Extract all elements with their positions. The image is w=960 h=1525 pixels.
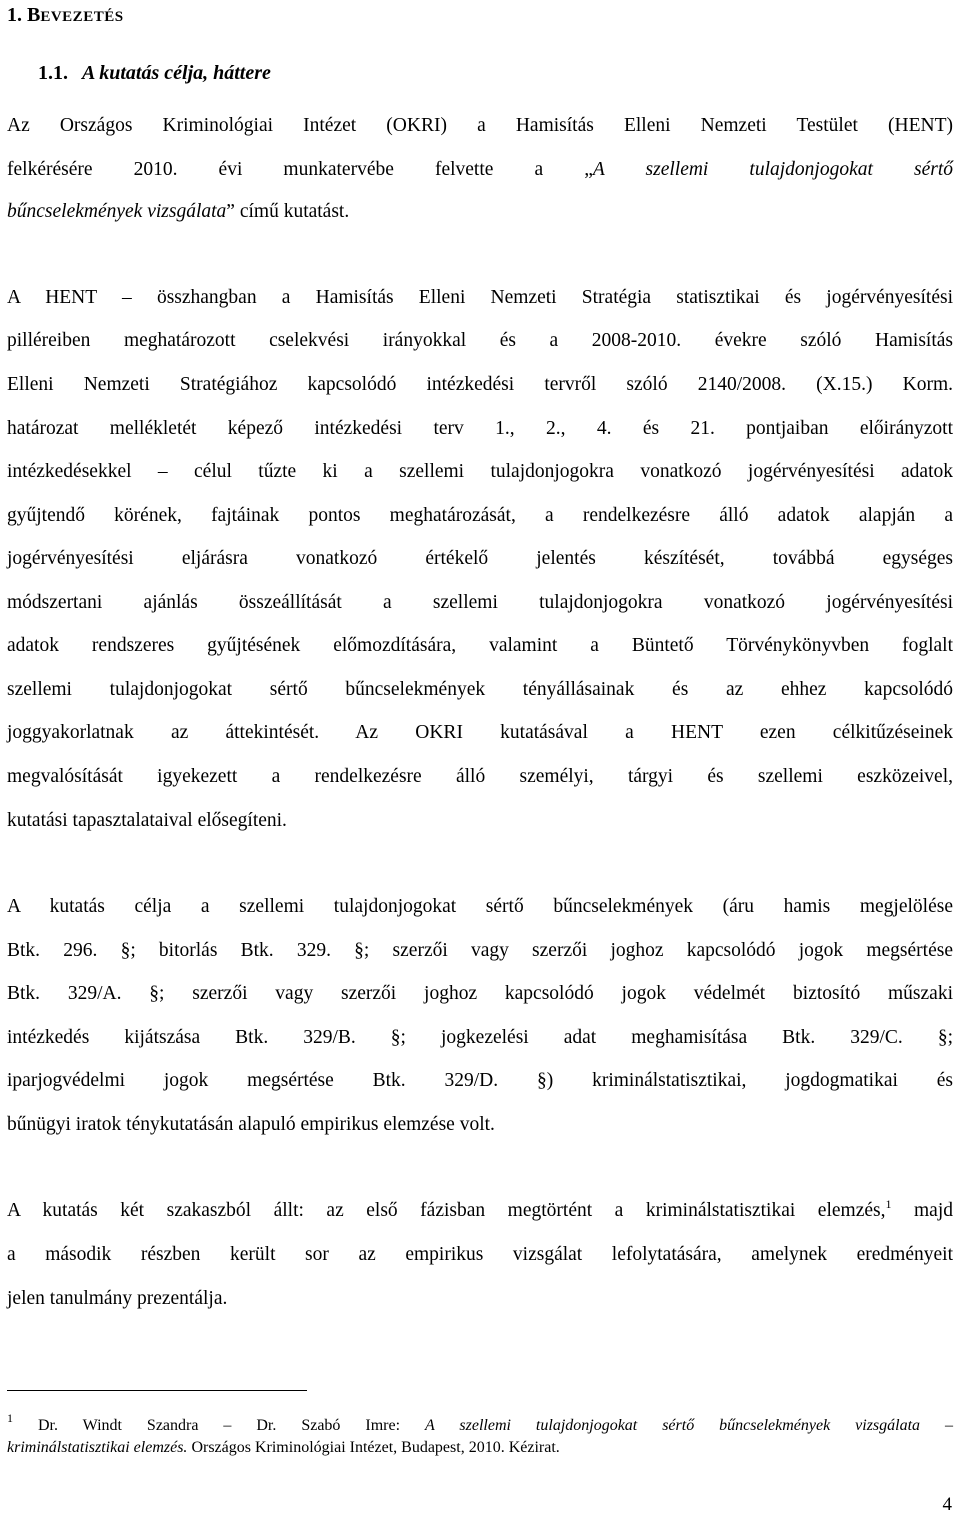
- paragraph-3-line-2: Btk. 296. §; bitorlás Btk. 329. §; szerzői vagy szerzői joghoz kapcsolódó jogok megsértése: [7, 940, 953, 961]
- footnote-title-italic-cont: kriminálstatisztikai elemzés.: [7, 1439, 188, 1456]
- section-number: 1.1.: [38, 62, 68, 84]
- paragraph-1-line-2: [7, 159, 953, 181]
- paragraph-2-line-13: kutatási tapasztalataival elősegíteni.: [7, 810, 287, 831]
- footnote-authors: Dr. Windt Szandra – Dr. Szabó Imre:: [13, 1417, 425, 1434]
- paragraph-2-line-1: A HENT – összhangban a Hamisítás Elleni Nemzeti Stratégia statisztikai és jogérvényesítési: [7, 287, 953, 308]
- paragraph-2-line-12: megvalósítását igyekezett a rendelkezésre álló személyi, tárgyi és szellemi eszközeivel,: [7, 766, 953, 787]
- paragraph-1-text-end: ” című kutatást.: [226, 201, 350, 222]
- chapter-title-rest: EVEZETÉS: [40, 9, 124, 25]
- paragraph-4-text: A kutatás két szakaszból állt: az első fázisban megtörtént a kriminálstatisztikai elemzés,: [7, 1200, 886, 1221]
- footnote-publisher: Országos Kriminológiai Intézet, Budapest, 2010. Kézirat.: [187, 1439, 560, 1456]
- chapter-title-initial: B: [27, 4, 41, 26]
- paragraph-1-text: felkérésére 2010. évi munkatervébe felvette a „: [7, 159, 593, 180]
- footnote-title-italic: A szellemi tulajdonjogokat sértő bűncselekmények vizsgálata –: [424, 1417, 953, 1434]
- page-number: 4: [942, 1494, 952, 1515]
- paragraph-3-line-3: Btk. 329/A. §; szerzői vagy szerzői joghoz kapcsolódó jogok védelmét biztosító műszaki: [7, 983, 953, 1004]
- paragraph-3-line-5: iparjogvédelmi jogok megsértése Btk. 329/D. §) kriminálstatisztikai, jogdogmatikai és: [7, 1070, 953, 1091]
- paragraph-4-text-end: majd: [891, 1200, 953, 1221]
- footnote-line-1: [7, 1411, 953, 1435]
- paragraph-2-line-10: szellemi tulajdonjogokat sértő bűncselekmények tényállásainak és az ehhez kapcsolódó: [7, 679, 953, 700]
- footnote-separator: [7, 1390, 307, 1391]
- paragraph-4-line-3: jelen tanulmány prezentálja.: [7, 1288, 228, 1309]
- paragraph-2-line-8: módszertani ajánlás összeállítását a szellemi tulajdonjogokra vonatkozó jogérvényesítési: [7, 592, 953, 613]
- footnote-reference[interactable]: 1: [885, 1197, 892, 1211]
- paragraph-2-line-4: határozat mellékletét képező intézkedési terv 1., 2., 4. és 21. pontjaiban előirányzott: [7, 418, 953, 439]
- study-title-italic-cont: bűncselekmények vizsgálata: [7, 201, 227, 222]
- paragraph-2-line-6: gyűjtendő körének, fajtáinak pontos meghatározását, a rendelkezésre álló adatok alapján a: [7, 505, 953, 526]
- section-title: A kutatás célja, háttere: [82, 62, 271, 84]
- paragraph-2-line-7: jogérvényesítési eljárásra vonatkozó értékelő jelentés készítését, továbbá egységes: [7, 548, 953, 569]
- paragraph-2-line-3: Elleni Nemzeti Stratégiához kapcsolódó intézkedési tervről szóló 2140/2008. (X.15.) Korm.: [7, 374, 953, 395]
- paragraph-1-line-1: Az Országos Kriminológiai Intézet (OKRI) a Hamisítás Elleni Nemzeti Testület (HENT): [7, 115, 953, 136]
- chapter-number: 1.: [7, 4, 22, 26]
- paragraph-2-line-2: pilléreiben meghatározott cselekvési irányokkal és a 2008-2010. évekre szóló Hamisítás: [7, 330, 953, 351]
- paragraph-3-line-6: bűnügyi iratok ténykutatásán alapuló empirikus elemzése volt.: [7, 1114, 495, 1135]
- paragraph-2-line-5: intézkedésekkel – célul tűzte ki a szellemi tulajdonjogokra vonatkozó jogérvényesítési adatok: [7, 461, 953, 482]
- footnote-mark: 1: [7, 1411, 13, 1425]
- paragraph-3-line-1: A kutatás célja a szellemi tulajdonjogokat sértő bűncselekmények (áru hamis megjelölése: [7, 896, 953, 917]
- study-title-italic: A szellemi tulajdonjogokat sértő: [592, 159, 953, 180]
- paragraph-3-line-4: intézkedés kijátszása Btk. 329/B. §; jogkezelési adat meghamisítása Btk. 329/C. §;: [7, 1027, 953, 1048]
- paragraph-2-line-11: joggyakorlatnak az áttekintését. Az OKRI kutatásával a HENT ezen célkitűzéseinek: [7, 722, 953, 743]
- footnote-line-2: [7, 1438, 560, 1457]
- section-heading: [38, 62, 271, 85]
- paragraph-4-line-1: [7, 1197, 953, 1222]
- paragraph-1-line-3: [7, 201, 349, 223]
- paragraph-2-line-9: adatok rendszeres gyűjtésének előmozdítására, valamint a Büntető Törvénykönyvben foglalt: [7, 635, 953, 656]
- paragraph-4-line-2: a második részben került sor az empirikus vizsgálat lefolytatására, amelynek eredményeit: [7, 1244, 953, 1265]
- chapter-heading: [7, 4, 124, 27]
